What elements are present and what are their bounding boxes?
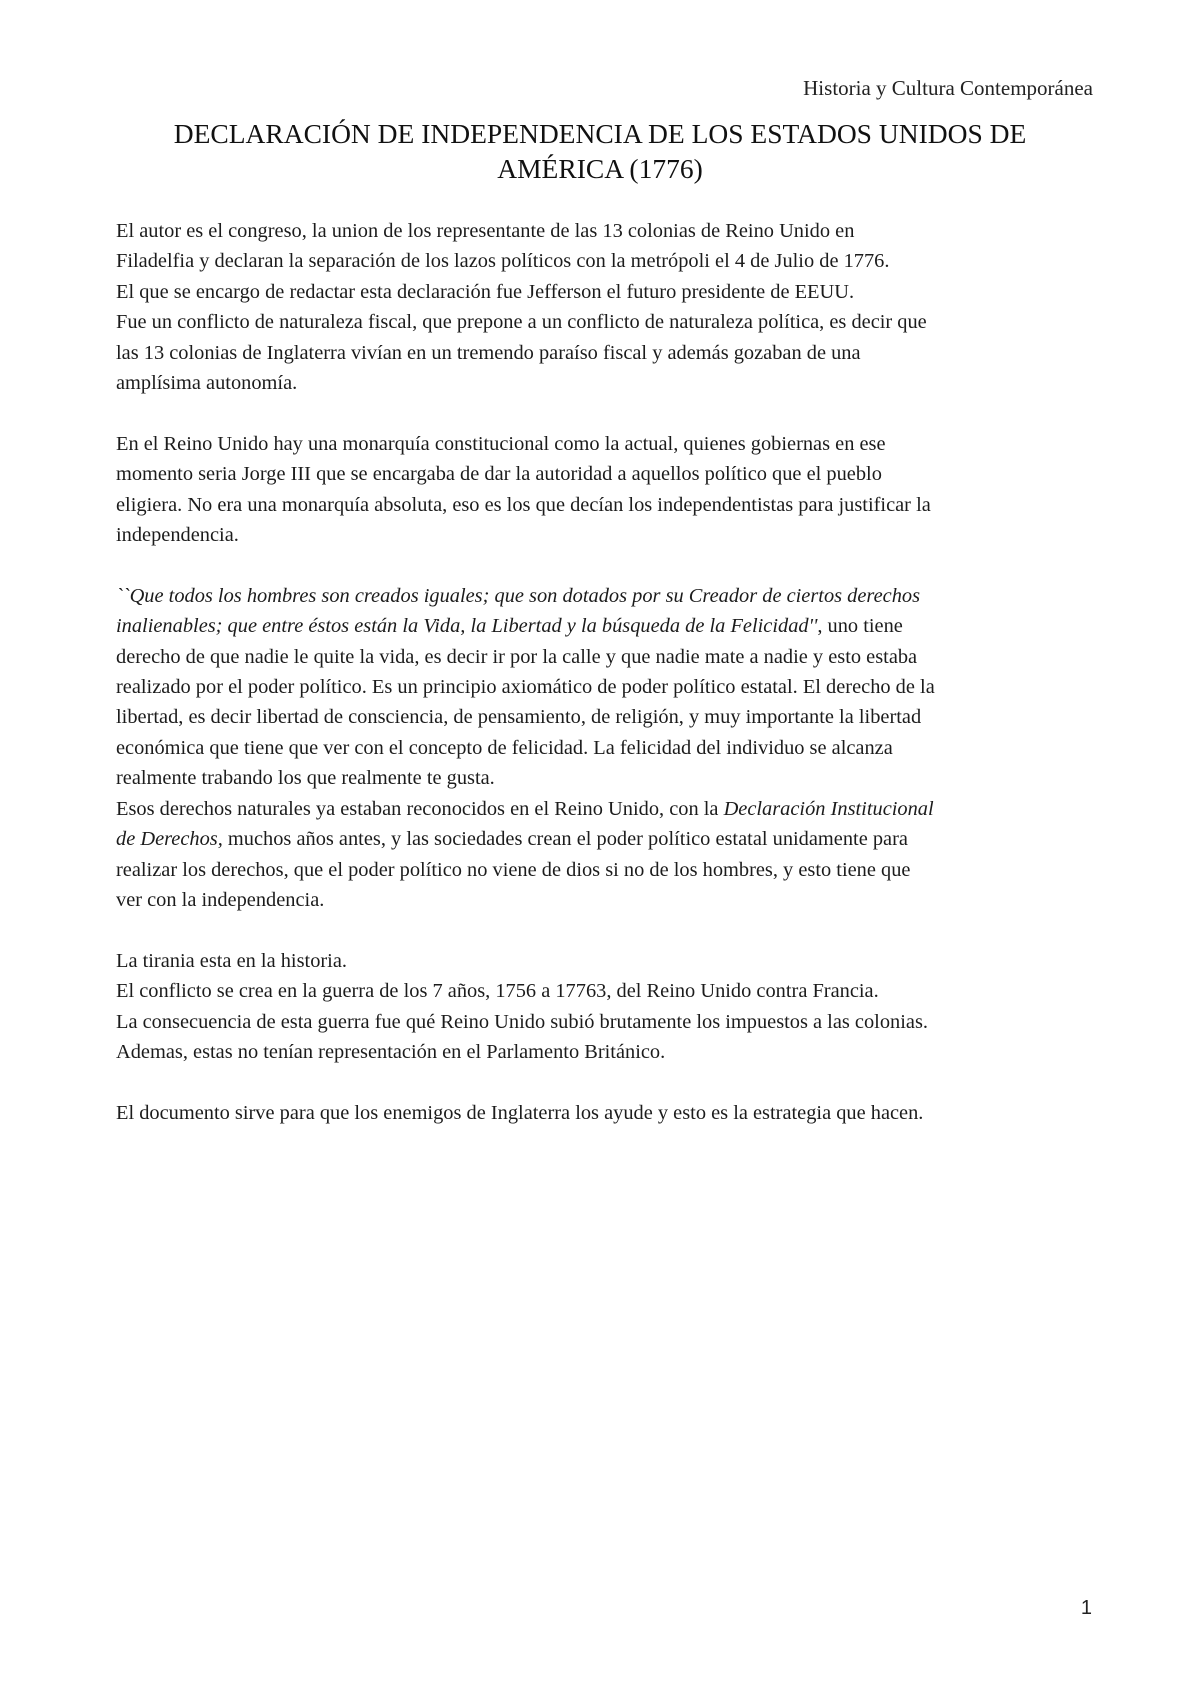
text-line: amplísima autonomía.	[116, 372, 298, 395]
paragraph-monarchy	[116, 429, 1101, 551]
text-line: Ademas, estas no tenían representación en el Parlamento Británico.	[116, 1040, 666, 1063]
text-line: económica que tiene que ver con el concepto de felicidad. La felicidad del individuo se alcanza	[116, 736, 893, 759]
text-line: realizar los derechos, que el poder político no viene de dios si no de los hombres, y esto tiene que	[116, 858, 911, 881]
quote-text: ``Que todos los hombres son creados iguales; que son dotados por su Creador de ciertos derechos	[116, 584, 921, 607]
text-line: Filadelfia y declaran la separación de los lazos políticos con la metrópoli el 4 de Julio de 1776.	[116, 250, 890, 273]
title-line-1: DECLARACIÓN DE INDEPENDENCIA DE LOS ESTADOS UNIDOS DE	[173, 118, 1027, 149]
text-line: El documento sirve para que los enemigos de Inglaterra los ayude y esto es la estrategia que hacen.	[116, 1101, 924, 1124]
text-line: ver con la independencia.	[116, 888, 325, 911]
text-line: La tirania esta en la historia.	[116, 949, 347, 972]
text-line: derecho de que nadie le quite la vida, es decir ir por la calle y que nadie mate a nadie y esto estaba	[116, 645, 918, 668]
text-line: Fue un conflicto de naturaleza fiscal, que prepone a un conflicto de naturaleza política, es decir que	[116, 311, 927, 334]
text-line: En el Reino Unido hay una monarquía constitucional como la actual, quienes gobiernas en ese	[116, 432, 886, 455]
text-line: independencia.	[116, 524, 239, 547]
paragraph-tyranny	[116, 946, 1101, 1068]
text-line: El que se encargo de redactar esta declaración fue Jefferson el futuro presidente de EEUU.	[116, 280, 855, 303]
text-line: las 13 colonias de Inglaterra vivían en un tremendo paraíso fiscal y además gozaban de una	[116, 341, 861, 364]
text-line	[116, 794, 1101, 824]
text-run: muchos años antes, y las sociedades crean el poder político estatal unidamente para	[222, 828, 908, 851]
quote-continuation: , uno tiene	[817, 615, 903, 638]
italic-title: de Derechos,	[116, 828, 223, 851]
text-line: El autor es el congreso, la union de los representante de las 13 colonias de Reino Unido en	[116, 220, 855, 242]
text-run: Esos derechos naturales ya estaban reconocidos en el Reino Unido, con la	[116, 797, 724, 820]
page-number: 1	[1080, 1597, 1092, 1619]
text-line	[116, 611, 1101, 641]
document-body	[116, 216, 1101, 1159]
text-line: El conflicto se crea en la guerra de los 7 años, 1756 a 17763, del Reino Unido contra Francia.	[116, 980, 879, 1003]
quote-text: inalienables; que entre éstos están la Vida, la Libertad y la búsqueda de la Felicidad''	[116, 615, 818, 638]
text-line: realizado por el poder político. Es un principio axiomático de poder político estatal. El derecho de la	[116, 676, 935, 699]
text-line: realmente trabando los que realmente te gusta.	[116, 767, 495, 790]
text-line: momento seria Jorge III que se encargaba de dar la autoridad a aquellos político que el pueblo	[116, 463, 882, 486]
title-line-2: AMÉRICA (1776)	[497, 153, 703, 184]
text-line: libertad, es decir libertad de consciencia, de pensamiento, de religión, y muy importante la libertad	[116, 706, 922, 729]
text-line	[116, 824, 1101, 854]
running-header: Historia y Cultura Contemporánea	[803, 76, 1093, 100]
text-line: La consecuencia de esta guerra fue qué Reino Unido subió brutamente los impuestos a las colonias.	[116, 1010, 928, 1033]
paragraph-purpose	[116, 1098, 1101, 1128]
document-title	[110, 116, 1090, 186]
italic-title: Declaración Institucional	[723, 797, 934, 820]
paragraph-natural-rights	[116, 794, 1101, 916]
paragraph-author	[116, 216, 1101, 398]
paragraph-quote	[116, 581, 1101, 794]
text-line	[116, 581, 1101, 611]
text-line: eligiera. No era una monarquía absoluta, eso es los que decían los independentistas para justificar la	[116, 493, 931, 516]
